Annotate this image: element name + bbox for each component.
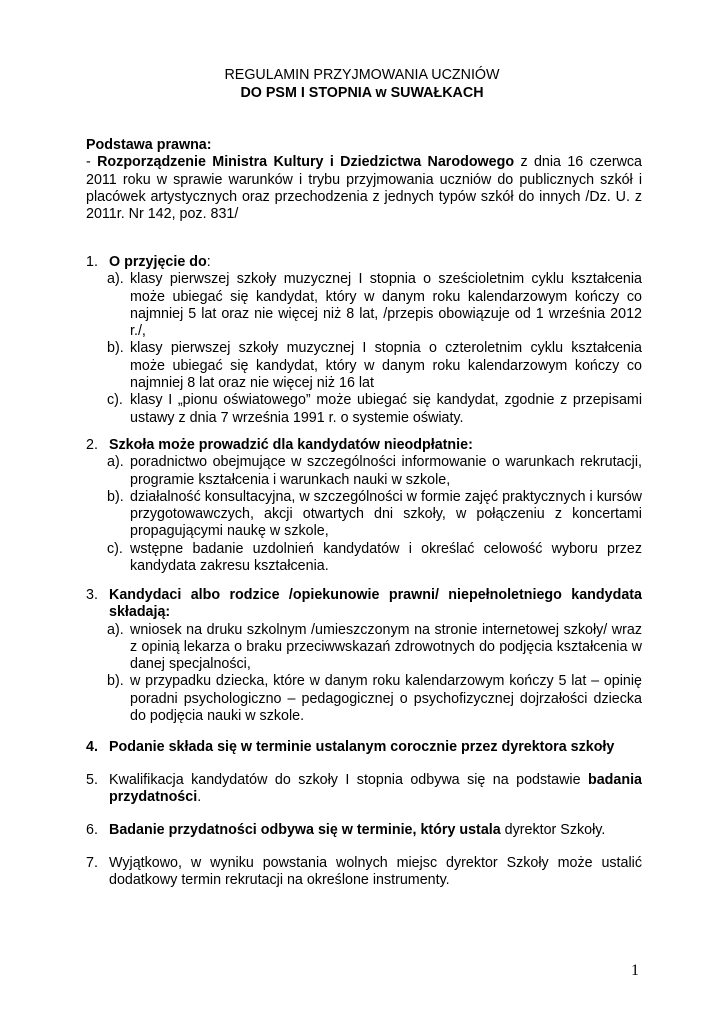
section-number: 1. [86, 254, 98, 270]
section-6-bold-text: Badanie przydatności odbywa się w terminie, który ustala [109, 822, 501, 838]
legal-basis-heading: Podstawa prawna: [86, 137, 212, 153]
list-item-letter: b). [107, 340, 124, 357]
list-item-text: działalność konsultacyjna, w szczególności w formie zajęć praktycznych i kursów przygotowawczych, akcji otwartych dni szkoły, w połączeniu z koncertami propagującymi naukę w szkole, [130, 488, 642, 540]
section-5-bold-text: badania przydatności [109, 772, 642, 806]
list-item [86, 454, 642, 489]
legal-basis-details: z dnia 16 czerwca 2011 roku w sprawie warunków i trybu przyjmowania uczniów do publicznych szkół i placówek artystycznych oraz przechodzenia z jednych typów szkół do innych /Dz. U. z 2011r. Nr 142, poz. 831/ [86, 154, 643, 223]
list-item-text: klasy pierwszej szkoły muzycznej I stopnia o czteroletnim cyklu kształcenia może ubiegać się kandydat, który w danym roku kalendarzowym kończy co najmniej 8 lat oraz nie więcej niż 16 lat [130, 340, 642, 392]
section-3 [86, 587, 642, 725]
title-line-2: DO PSM I STOPNIA w SUWAŁKACH [240, 84, 484, 101]
section-1-heading-colon: : [206, 254, 211, 270]
section-2-heading [86, 437, 642, 454]
section-2-heading-bold: Szkoła może prowadzić dla kandydatów nieodpłatnie: [109, 437, 473, 453]
list-item-letter: c). [107, 540, 123, 557]
section-6-text [86, 822, 642, 839]
section-number: 3. [86, 587, 98, 603]
legal-basis-prefix: - [86, 154, 98, 171]
list-item [86, 340, 642, 392]
section-6-plain-text: dyrektor Szkoły. [500, 822, 606, 838]
section-5-text [86, 772, 642, 807]
legal-basis-text [86, 154, 642, 223]
section-7-plain-text: Wyjątkowo, w wyniku powstania wolnych miejsc dyrektor Szkoły może ustalić dodatkowy termin rekrutacji na określone instrumenty. [109, 855, 642, 889]
list-item-text: poradnictwo obejmujące w szczególności informowanie o warunkach rekrutacji, programie kształcenia i warunkach nauki w szkole, [130, 454, 642, 488]
list-item-letter: a). [107, 271, 124, 288]
legal-basis-regulation: Rozporządzenie Ministra Kultury i Dziedzictwa Narodowego [97, 154, 515, 171]
section-4 [86, 739, 642, 756]
list-item-text: wniosek na druku szkolnym /umieszczonym na stronie internetowej szkoły/ wraz z opinią lekarza o braku przeciwwskazań zdrowotnych do podjęcia kształcenia w danej specjalności, [130, 621, 642, 673]
section-1-heading [86, 254, 642, 271]
list-item [86, 271, 642, 340]
list-item [86, 541, 642, 576]
list-item [86, 392, 642, 427]
list-item [86, 673, 642, 725]
list-item-text: klasy pierwszej szkoły muzycznej I stopnia o sześcioletnim cyklu kształcenia może ubiegać się kandydat, który w danym roku kalendarzowym kończy co najmniej 5 lat oraz nie więcej niż 8 lat, /przepis obowiązuje od 1 września 2012 r./, [130, 271, 642, 340]
list-item [86, 489, 642, 541]
list-item-letter: b). [107, 673, 124, 690]
section-7-text [86, 855, 642, 890]
section-1 [86, 254, 642, 427]
list-item-letter: a). [107, 454, 124, 471]
list-item-letter: a). [107, 621, 124, 638]
section-number: 4. [86, 739, 98, 755]
list-item-text: w przypadku dziecka, które w danym roku kalendarzowym kończy 5 lat – opinię poradni psychologiczno – pedagogicznej o psychofizycznej dojrzałości dziecka do podjęcia nauki w szkole. [130, 673, 642, 725]
legal-basis-section [86, 137, 642, 223]
section-5-plain-text: Kwalifikacja kandydatów do szkoły I stopnia odbywa się na podstawie [109, 772, 588, 788]
section-2 [86, 437, 642, 575]
page-number: 1 [631, 962, 639, 979]
list-item-text: wstępne badanie uzdolnień kandydatów i określać celowość wyboru przez kandydata zakresu kształcenia. [130, 540, 642, 575]
section-7 [86, 855, 642, 890]
title-line-1: REGULAMIN PRZYJMOWANIA UCZNIÓW [224, 67, 500, 83]
section-number: 6. [86, 822, 98, 838]
document-title [0, 67, 724, 102]
list-item-letter: b). [107, 488, 124, 505]
section-6 [86, 822, 642, 839]
list-item-letter: c). [107, 392, 123, 409]
section-5-period: . [197, 789, 202, 806]
section-number: 7. [86, 855, 98, 871]
section-4-text [86, 739, 642, 756]
section-3-heading-bold: Kandydaci albo rodzice /opiekunowie prawni/ niepełnoletniego kandydata składają: [109, 587, 642, 621]
section-4-bold-text: Podanie składa się w terminie ustalanym corocznie przez dyrektora szkoły [109, 739, 615, 755]
section-5 [86, 772, 642, 807]
list-item [86, 622, 642, 674]
section-number: 2. [86, 437, 98, 453]
section-number: 5. [86, 772, 98, 788]
list-item-text: klasy I „pionu oświatowego” może ubiegać się kandydat, zgodnie z przepisami ustawy z dnia 7 września 1991 r. o systemie oświaty. [130, 392, 642, 426]
section-1-heading-bold: O przyjęcie do [109, 254, 207, 270]
section-3-heading [86, 587, 642, 622]
